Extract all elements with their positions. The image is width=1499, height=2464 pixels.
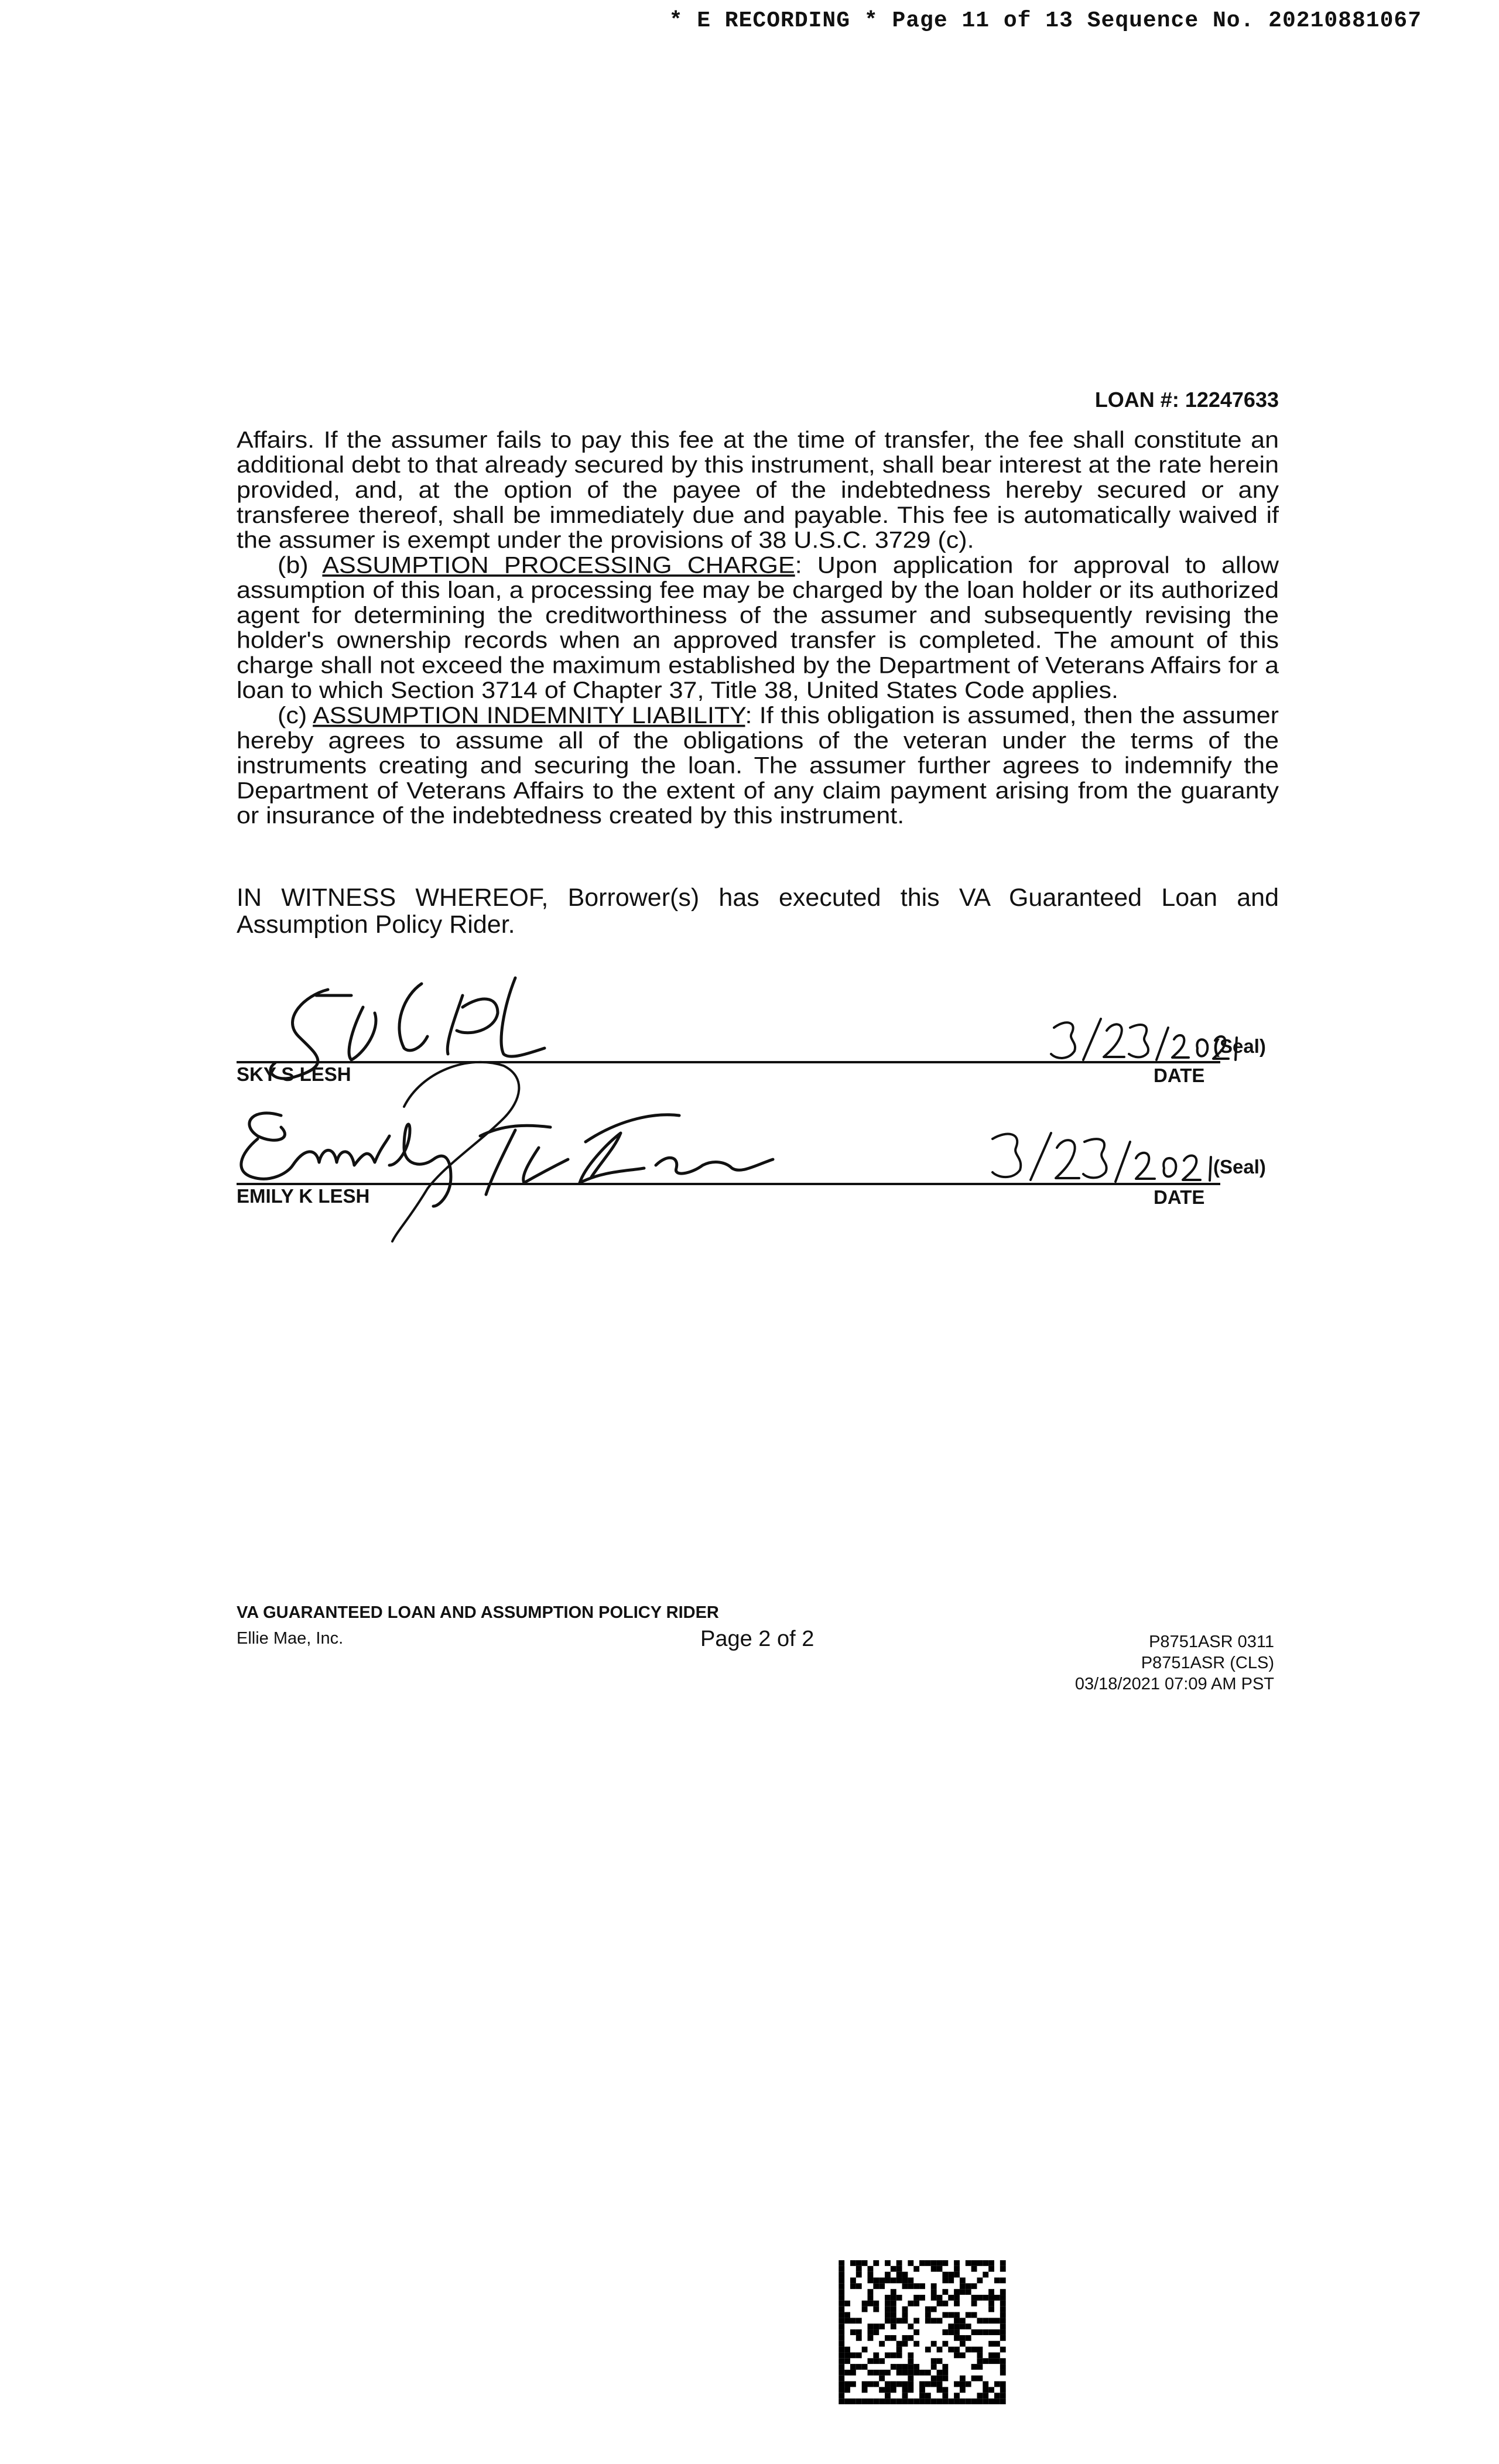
company-name: Ellie Mae, Inc. (237, 1629, 344, 1648)
loan-number: LOAN #: 12247633 (1094, 388, 1279, 412)
signature-line (237, 1183, 1220, 1185)
form-codes (1075, 1631, 1274, 1695)
section-heading: ASSUMPTION INDEMNITY LIABILITY (313, 702, 745, 729)
witness-clause: IN WITNESS WHEREOF, Borrower(s) has executed this VA Guaranteed Loan and Assumption Policy Rider. (237, 884, 1279, 939)
borrower-name: EMILY K LESH (237, 1185, 370, 1207)
form-code-cls: P8751ASR (CLS) (1141, 1654, 1274, 1672)
paragraph-processing-charge (237, 553, 1279, 703)
form-code: P8751ASR 0311 (1149, 1633, 1274, 1651)
seal-label: (Seal) (1213, 1156, 1266, 1178)
date-label: DATE (1154, 1186, 1205, 1208)
section-heading: ASSUMPTION PROCESSING CHARGE (322, 552, 795, 579)
seal-label: (Seal) (1213, 1035, 1266, 1057)
recording-header: * E RECORDING * Page 11 of 13 Sequence No. 20210881067 (669, 8, 1422, 33)
borrower-name: SKY S LESH (237, 1063, 351, 1085)
rider-body (237, 427, 1279, 828)
paragraph-indemnity-liability (237, 703, 1279, 829)
print-timestamp: 03/18/2021 07:09 AM PST (1074, 1675, 1274, 1693)
date-label: DATE (1154, 1065, 1205, 1086)
paragraph-text: : Upon application for approval to allow assumption of this loan, a processing fee may be charged by the loan holder or its authorized agent for determining the creditworthiness of the assumer and subsequently revising the holder's ownership records when an approved transfer is completed. The amount of this charge shall not exceed the maximum established by the Department of Veterans Affairs for a loan to which Section 3714 of Chapter 37, Title 38, United States Code applies. (237, 552, 1279, 704)
handwritten-date (1051, 1019, 1237, 1060)
paragraph-prefix: (b) (278, 552, 309, 579)
paragraph-fee: Affairs. If the assumer fails to pay this fee at the time of transfer, the fee shall constitute an additional debt to that already secured by this instrument, shall bear interest at the rate herein provided, and, at the option of the payee of the indebtedness hereby secured or any transferee thereof, shall be immediately due and payable. This fee is automatically waived if the assumer is exempt under the provisions of 38 U.S.C. 3729 (c). (237, 427, 1279, 553)
page-number: Page 2 of 2 (700, 1627, 814, 1651)
paragraph-prefix: (c) (278, 702, 307, 729)
paragraph-text: : If this obligation is assumed, then the assumer hereby agrees to assume all of the obligations of the veteran under the terms of the instruments creating and securing the loan. The assumer further agrees to indemnify the Department of Veterans Affairs to the extent of any claim payment arising from the guaranty or insurance of the indebtedness created by this instrument. (237, 702, 1279, 829)
form-title: VA GUARANTEED LOAN AND ASSUMPTION POLICY RIDER (237, 1603, 719, 1622)
signature-line (237, 1061, 1220, 1063)
datamatrix-barcode (837, 2260, 1007, 2404)
handwritten-date (993, 1133, 1211, 1182)
handwritten-loop (392, 1062, 519, 1241)
